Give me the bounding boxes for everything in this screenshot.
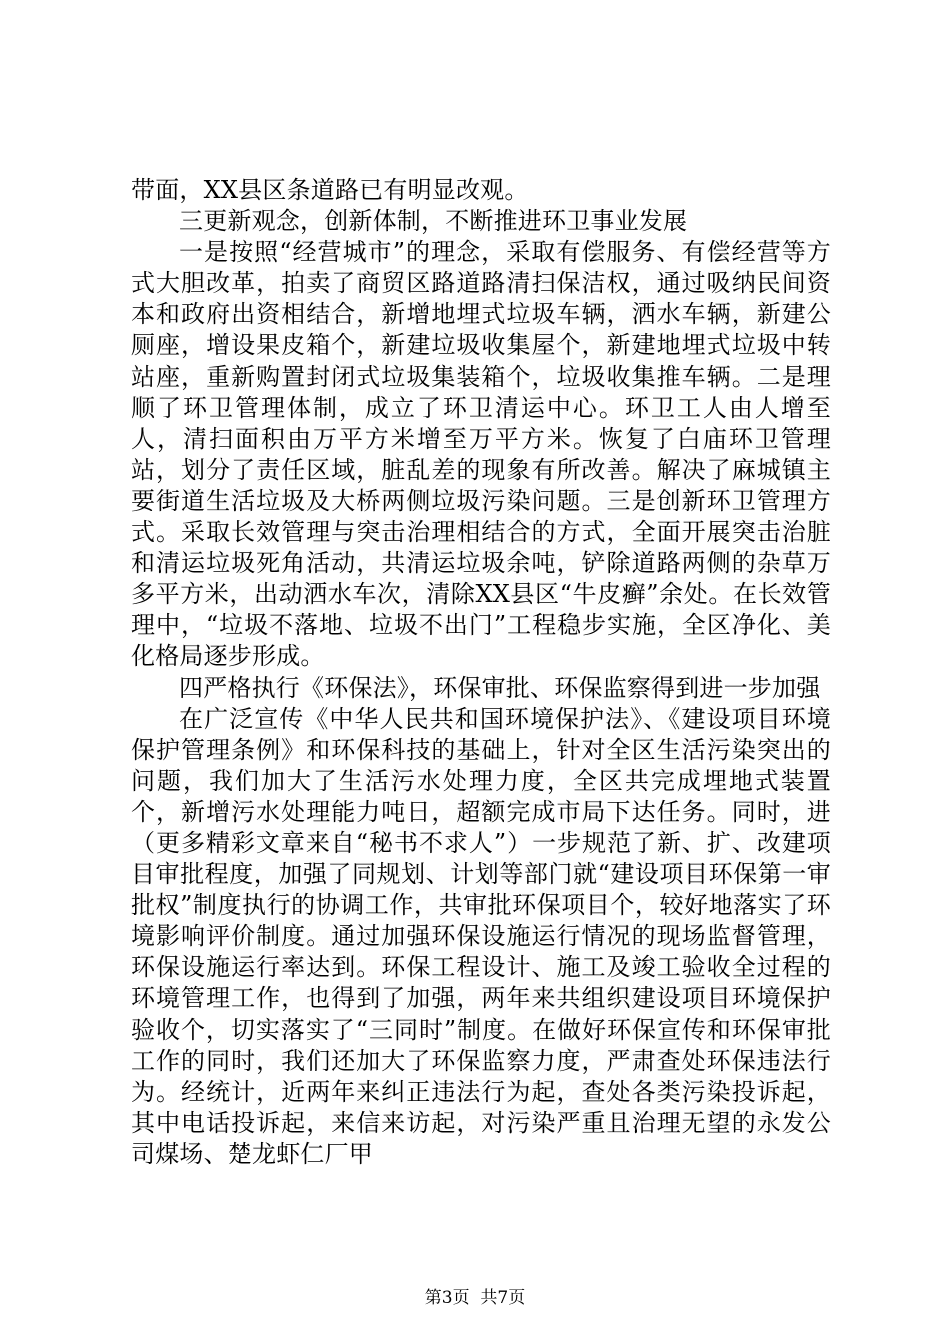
paragraph: 在广泛宣传《中华人民共和国环境保护法》、《建设项目环境保护管理条例》和环保科技的基础上，针对全区生活污染突出的问题，我们加大了生活污水处理力度，全区共完成埋地式装置个，新增污水处理能力吨日，超额完成市局下达任务。同时，进（更多精彩文章来自“秘书不求人”）一步规范了新、扩、改建项目审批程度，加强了同规划、计划等部门就“建设项目环保第一审批权”制度执行的协调工作，共审批环保项目个，较好地落实了环境影响评价制度。通过加强环保设施运行情况的现场监督管理，环保设施运行率达到。环保工程设计、施工及竣工验收全过程的环境管理工作，也得到了加强，两年来共组织建设项目环境保护验收个，切实落实了“三同时”制度。在做好环保宣传和环保审批工作的同时，我们还加大了环保监察力度，严肃查处环保违法行为。经统计，近两年来纠正违法行为起，查处各类污染投诉起，其中电话投诉起，来信来访起，对污染严重且治理无望的永发公司煤场、楚龙虾仁厂甲 bbox=[131, 704, 831, 1168]
section-heading: 三更新观念，创新体制，不断推进环卫事业发展 bbox=[179, 207, 688, 236]
document-body bbox=[131, 175, 831, 1170]
page-number-separator: 页 共 bbox=[452, 1288, 498, 1308]
paragraph: 一是按照“经营城市”的理念，采取有偿服务、有偿经营等方式大胆改革，拍卖了商贸区路道路清扫保洁权，通过吸纳民间资本和政府出资相结合，新增地埋式垃圾车辆，洒水车辆，新建公厕座，增设果皮箱个，新建垃圾收集屋个，新建地埋式垃圾中转站座，重新购置封闭式垃圾集装箱个，垃圾收集推车辆。二是理顺了环卫管理体制，成立了环卫清运中心。环卫工人由人增至人，清扫面积由万平方米增至万平方米。恢复了白庙环卫管理站，划分了责任区域，脏乱差的现象有所改善。解决了麻城镇主要街道生活垃圾及大桥两侧垃圾污染问题。三是创新环卫管理方式。采取长效管理与突击治理相结合的方式，全面开展突击治脏和清运垃圾死角活动，共清运垃圾余吨，铲除道路两侧的杂草万多平方米，出动洒水车次，清除XX县区“牛皮癣”余处。在长效管理中，“垃圾不落地、垃圾不出门”工程稳步实施，全区净化、美化格局逐步形成。 bbox=[131, 238, 831, 671]
page-number-prefix: 第 bbox=[424, 1288, 442, 1308]
section-heading: 四严格执行《环保法》，环保审批、环保监察得到进一步加强 bbox=[179, 673, 821, 702]
page-number-current: 3 bbox=[441, 1288, 453, 1308]
paragraph: 带面，XX县区条道路已有明显改观。 bbox=[131, 176, 529, 204]
page-number-total: 7 bbox=[497, 1288, 509, 1308]
page-footer bbox=[0, 1288, 950, 1308]
page-number-suffix: 页 bbox=[508, 1288, 526, 1308]
